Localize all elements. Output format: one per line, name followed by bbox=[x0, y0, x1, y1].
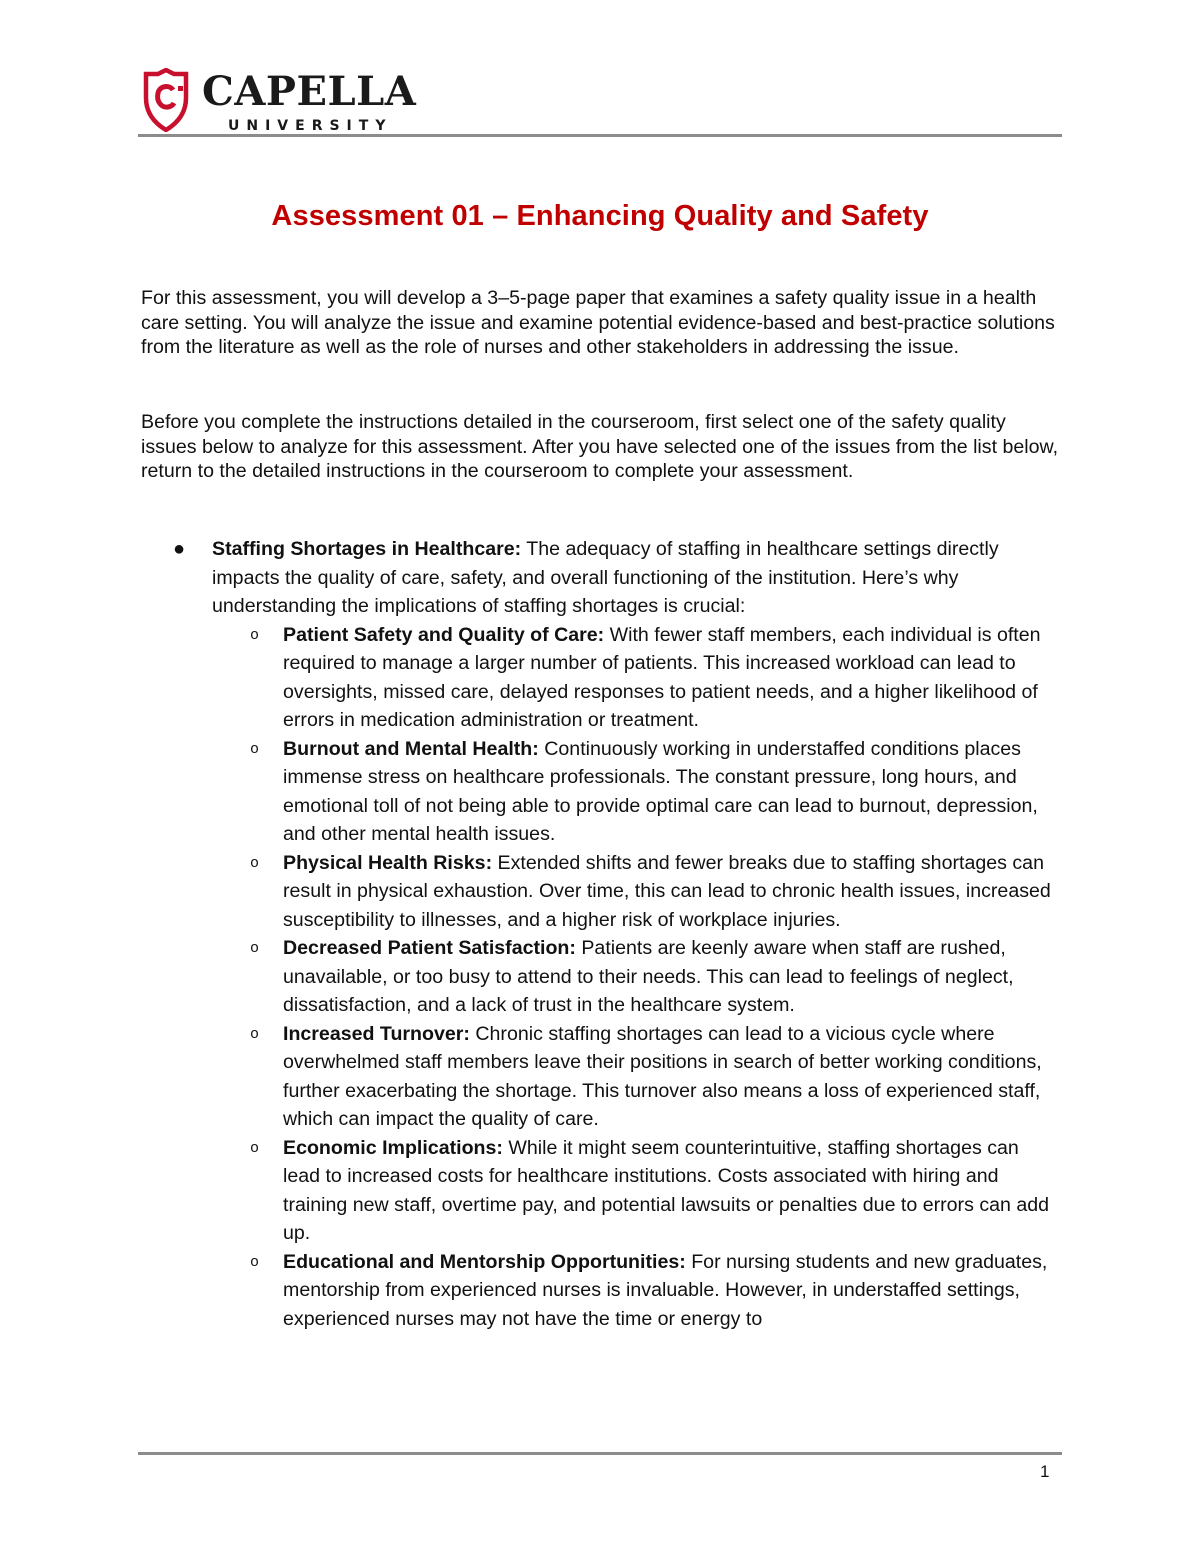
logo-wordmark: CAPELLA bbox=[202, 68, 417, 115]
sub-list-item bbox=[212, 934, 1061, 1020]
footer-divider bbox=[138, 1452, 1062, 1455]
intro-paragraph: For this assessment, you will develop a 3–5-page paper that examines a safety quality issue in a health care setting. You will analyze the issue and examine potential evidence-based and best-practice solutions from the literature as well as the role of nurses and other stakeholders in addressing the issue. bbox=[141, 287, 1055, 359]
circle-bullet-icon: o bbox=[250, 1139, 260, 1157]
sub-item-term: Economic Implications: bbox=[283, 1136, 503, 1159]
sub-list-item bbox=[212, 1134, 1061, 1248]
sub-item-text: Extended shifts and fewer breaks due to staffing shortages can result in physical exhaustion. Over time, this can lead to chronic health issues, increased susceptibility to illnesses, and a higher risk of workplace injuries. bbox=[283, 851, 1051, 931]
sub-list-item bbox=[212, 735, 1061, 849]
sub-list bbox=[212, 621, 1061, 1334]
sub-item-text: Chronic staffing shortages can lead to a vicious cycle where overwhelmed staff members leave their positions in search of better working conditions, further exacerbating the shortage. This turnover also means a loss of experienced staff, which can impact the quality of care. bbox=[283, 1022, 1042, 1130]
sub-item-text: Patients are keenly aware when staff are rushed, unavailable, or too busy to attend to their needs. This can lead to feelings of neglect, dissatisfaction, and a lack of trust in the healthcare system. bbox=[283, 937, 1014, 1016]
circle-bullet-icon: o bbox=[250, 626, 260, 644]
bullet-icon: ● bbox=[173, 538, 186, 560]
sub-item-text: Continuously working in understaffed conditions places immense stress on healthcare professionals. The constant pressure, long hours, and emotional toll of not being able to provide optimal care can lead to burnout, depression, and other mental health issues. bbox=[283, 737, 1038, 845]
capella-logo bbox=[140, 68, 416, 134]
sub-item-term: Increased Turnover: bbox=[283, 1022, 470, 1045]
logo-subtitle: UNIVERSITY bbox=[228, 118, 393, 134]
sub-item-term: Burnout and Mental Health: bbox=[283, 737, 539, 760]
sub-list-item bbox=[212, 1248, 1061, 1334]
capella-shield-icon bbox=[140, 68, 192, 132]
document-title: Assessment 01 – Enhancing Quality and Safety bbox=[271, 200, 929, 232]
sub-list-item bbox=[212, 621, 1061, 735]
sub-item-text: For nursing students and new graduates, mentorship from experienced nurses is invaluable. However, in understaffed settings, experienced nurses may not have the time or energy to bbox=[283, 1250, 1048, 1330]
header-divider bbox=[138, 134, 1062, 137]
sub-item-text: While it might seem counterintuitive, staffing shortages can lead to increased costs for healthcare institutions. Costs associated with hiring and training new staff, overtime pay, and potential lawsuits or penalties due to errors can add up. bbox=[283, 1136, 1050, 1244]
circle-bullet-icon: o bbox=[250, 740, 260, 758]
sub-item-term: Patient Safety and Quality of Care: bbox=[283, 623, 605, 646]
circle-bullet-icon: o bbox=[250, 1253, 260, 1271]
circle-bullet-icon: o bbox=[250, 940, 260, 957]
list-item bbox=[141, 535, 1061, 1333]
sub-list-item bbox=[212, 849, 1061, 935]
circle-bullet-icon: o bbox=[250, 854, 260, 872]
issue-list bbox=[141, 535, 1061, 1333]
sub-item-term: Educational and Mentorship Opportunities: bbox=[283, 1250, 686, 1273]
page-number: 1 bbox=[1040, 1462, 1050, 1481]
sub-item-term: Decreased Patient Satisfaction: bbox=[283, 937, 576, 959]
list-item-text: The adequacy of staffing in healthcare settings directly impacts the quality of care, safety, and overall functioning of the institution. Here’s why understanding the implications of staffing shortages is crucial: bbox=[212, 538, 999, 617]
sub-list-item bbox=[212, 1020, 1061, 1134]
list-item-term: Staffing Shortages in Healthcare: bbox=[212, 538, 522, 560]
sub-item-term: Physical Health Risks: bbox=[283, 851, 493, 874]
instructions-paragraph: Before you complete the instructions detailed in the courseroom, first select one of the safety quality issues below to analyze for this assessment. After you have selected one of the issues from the list below, return to the detailed instructions in the courseroom to complete your assessment. bbox=[141, 411, 1059, 483]
circle-bullet-icon: o bbox=[250, 1025, 260, 1043]
sub-item-text: With fewer staff members, each individual is often required to manage a larger number of patients. This increased workload can lead to oversights, missed care, delayed responses to patient needs, and a higher likelihood of errors in medication administration or treatment. bbox=[283, 623, 1041, 731]
